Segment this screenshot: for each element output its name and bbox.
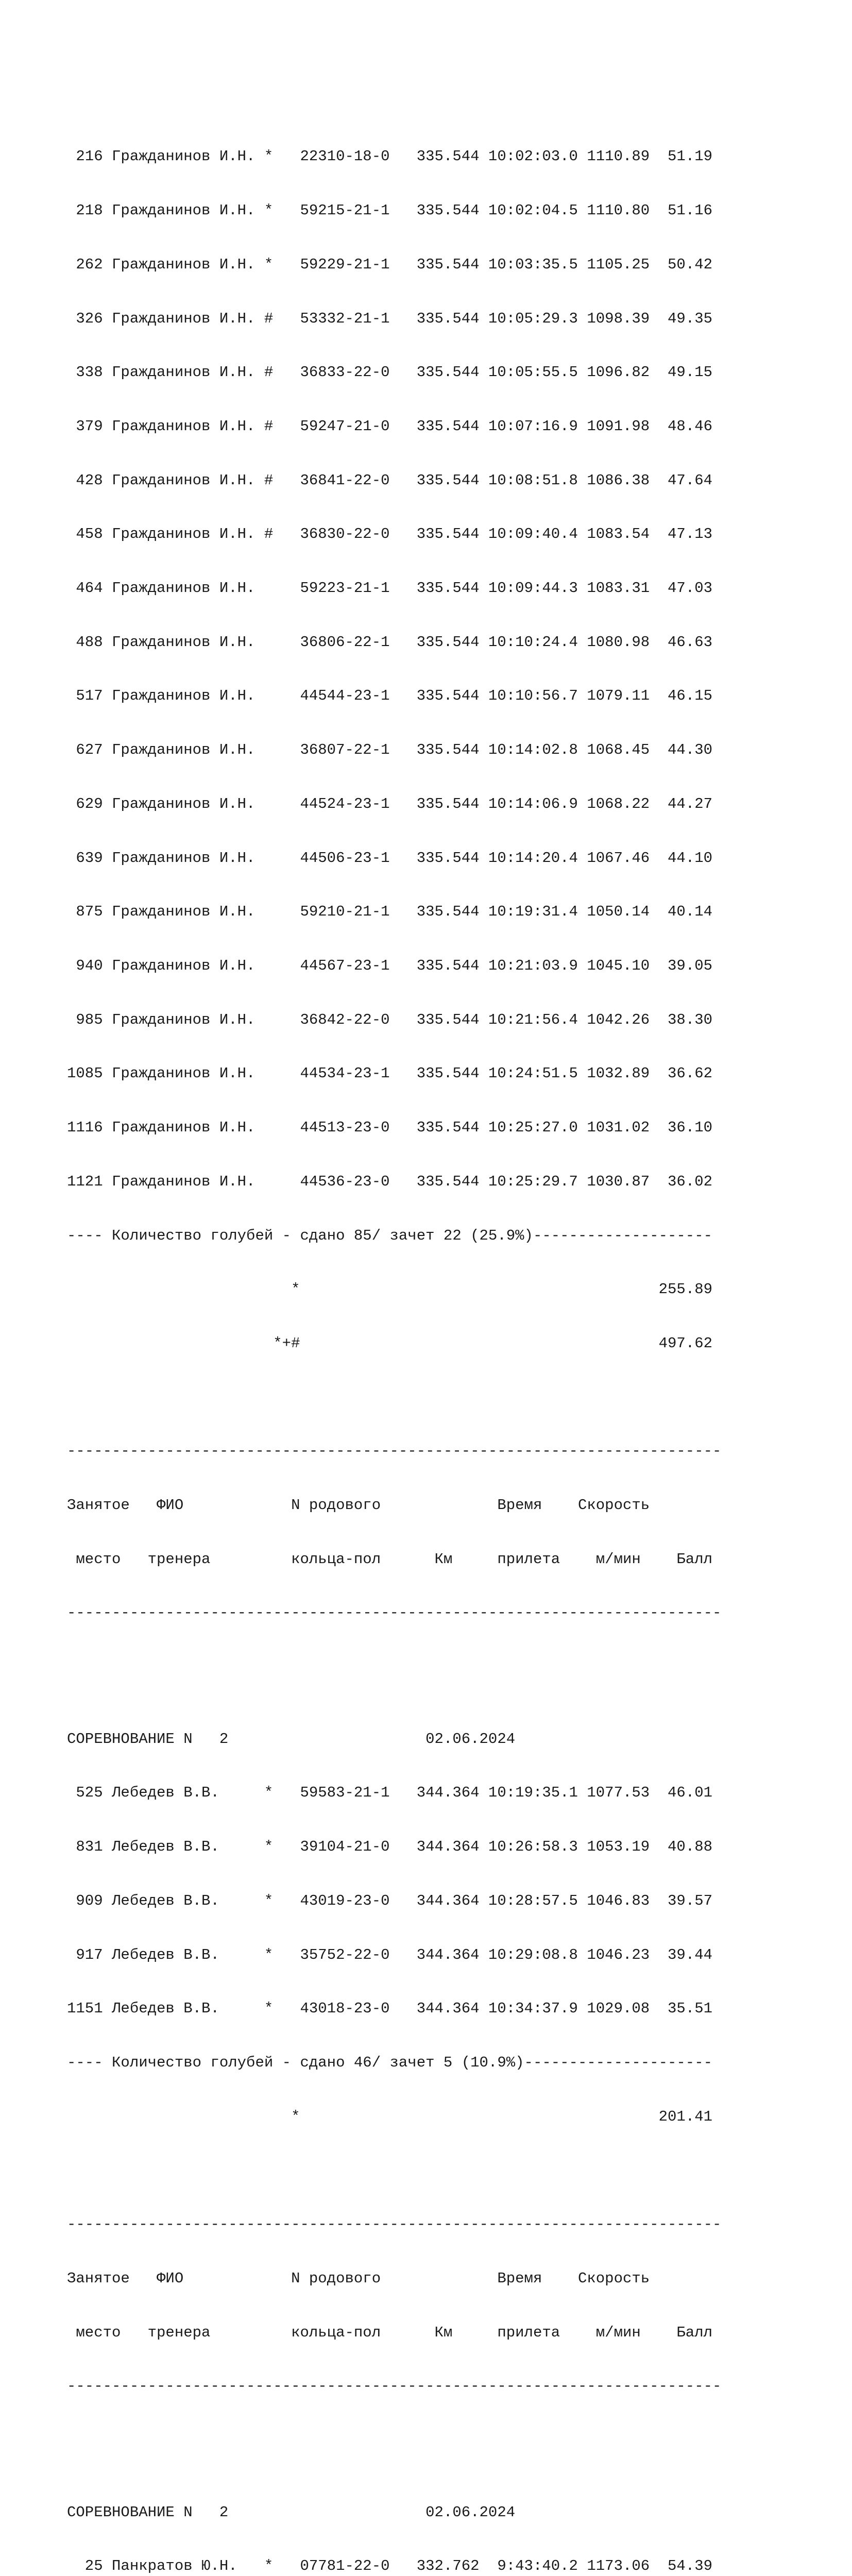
result-row: 1121 Гражданинов И.Н. 44536-23-0 335.544 10:25:29.7 1030.87 36.02 — [67, 1173, 713, 1190]
result-row: 379 Гражданинов И.Н. # 59247-21-0 335.544 10:07:16.9 1091.98 48.46 — [67, 417, 713, 435]
separator-line: ------------------------------------------------------------------------- — [67, 2378, 722, 2395]
result-row: 1151 Лебедев В.В. * 43018-23-0 344.364 10:34:37.9 1029.08 35.51 — [67, 2000, 713, 2018]
result-row: 458 Гражданинов И.Н. # 36830-22-0 335.544 10:09:40.4 1083.54 47.13 — [67, 526, 713, 543]
result-row: 216 Гражданинов И.Н. * 22310-18-0 335.544 10:02:03.0 1110.89 51.19 — [67, 148, 713, 165]
competition-heading: СОРЕВНОВАНИЕ N 2 02.06.2024 — [67, 1730, 516, 1748]
section-grazhdaninov — [67, 112, 721, 1389]
result-row: 262 Гражданинов И.Н. * 59229-21-1 335.544 10:03:35.5 1105.25 50.42 — [67, 256, 713, 273]
column-header-line-1: Занятое ФИО N родового Время Скорость — [67, 2269, 650, 2287]
result-row: 428 Гражданинов И.Н. # 36841-22-0 335.544 10:08:51.8 1086.38 47.64 — [67, 471, 713, 489]
column-header-line-1: Занятое ФИО N родового Время Скорость — [67, 1497, 650, 1514]
result-row: 985 Гражданинов И.Н. 36842-22-0 335.544 10:21:56.4 1042.26 38.30 — [67, 1011, 713, 1028]
result-row: 517 Гражданинов И.Н. 44544-23-1 335.544 10:10:56.7 1079.11 46.15 — [67, 687, 713, 705]
competition-heading: СОРЕВНОВАНИЕ N 2 02.06.2024 — [67, 2503, 516, 2521]
result-row: 1085 Гражданинов И.Н. 44534-23-1 335.544 10:24:51.5 1032.89 36.62 — [67, 1065, 713, 1082]
section-total: *+# 497.62 — [67, 1334, 713, 1352]
result-row: 525 Лебедев В.В. * 59583-21-1 344.364 10:19:35.1 1077.53 46.01 — [67, 1784, 713, 1802]
result-row: 338 Гражданинов И.Н. # 36833-22-0 335.544 10:05:55.5 1096.82 49.15 — [67, 364, 713, 381]
separator-line: ------------------------------------------------------------------------- — [67, 2216, 722, 2233]
result-row: 875 Гражданинов И.Н. 59210-21-1 335.544 10:19:31.4 1050.14 40.14 — [67, 903, 713, 921]
result-row: 831 Лебедев В.В. * 39104-21-0 344.364 10:26:58.3 1053.19 40.88 — [67, 1838, 713, 1856]
result-row: 464 Гражданинов И.Н. 59223-21-1 335.544 10:09:44.3 1083.31 47.03 — [67, 580, 713, 597]
section-summary: ---- Количество голубей - сдано 46/ зачет 5 (10.9%)--------------------- — [67, 2054, 713, 2071]
result-row: 629 Гражданинов И.Н. 44524-23-1 335.544 10:14:06.9 1068.22 44.27 — [67, 795, 713, 812]
result-row: 25 Панкратов Ю.Н. * 07781-22-0 332.762 9:43:40.2 1173.06 54.39 — [67, 2557, 713, 2575]
column-header-line-2: место тренера кольца-пол Км прилета м/мин Балл — [67, 1550, 713, 1568]
result-row: 917 Лебедев В.В. * 35752-22-0 344.364 10:29:08.8 1046.23 39.44 — [67, 1946, 713, 1963]
section-total: * 255.89 — [67, 1281, 713, 1298]
result-row: 488 Гражданинов И.Н. 36806-22-1 335.544 10:10:24.4 1080.98 46.63 — [67, 633, 713, 651]
result-row: 218 Гражданинов И.Н. * 59215-21-1 335.544 10:02:04.5 1110.80 51.16 — [67, 202, 713, 219]
column-header-line-2: место тренера кольца-пол Км прилета м/мин Балл — [67, 2324, 713, 2341]
results-listing — [67, 40, 721, 2576]
section-summary: ---- Количество голубей - сдано 85/ зачет 22 (25.9%)-------------------- — [67, 1227, 713, 1244]
result-row: 326 Гражданинов И.Н. # 53332-21-1 335.544 10:05:29.3 1098.39 49.35 — [67, 310, 713, 327]
section-total: * 201.41 — [67, 2108, 713, 2125]
separator-line: ------------------------------------------------------------------------- — [67, 1443, 722, 1460]
result-row: 940 Гражданинов И.Н. 44567-23-1 335.544 10:21:03.9 1045.10 39.05 — [67, 957, 713, 974]
result-row: 639 Гражданинов И.Н. 44506-23-1 335.544 10:14:20.4 1067.46 44.10 — [67, 849, 713, 867]
result-row: 909 Лебедев В.В. * 43019-23-0 344.364 10:28:57.5 1046.83 39.57 — [67, 1892, 713, 1909]
result-row: 627 Гражданинов И.Н. 36807-22-1 335.544 10:14:02.8 1068.45 44.30 — [67, 741, 713, 759]
section-lebedev — [67, 1694, 721, 2162]
section-pankratov — [67, 2468, 721, 2576]
separator-line: ------------------------------------------------------------------------- — [67, 1604, 722, 1622]
result-row: 1116 Гражданинов И.Н. 44513-23-0 335.544 10:25:27.0 1031.02 36.10 — [67, 1119, 713, 1137]
